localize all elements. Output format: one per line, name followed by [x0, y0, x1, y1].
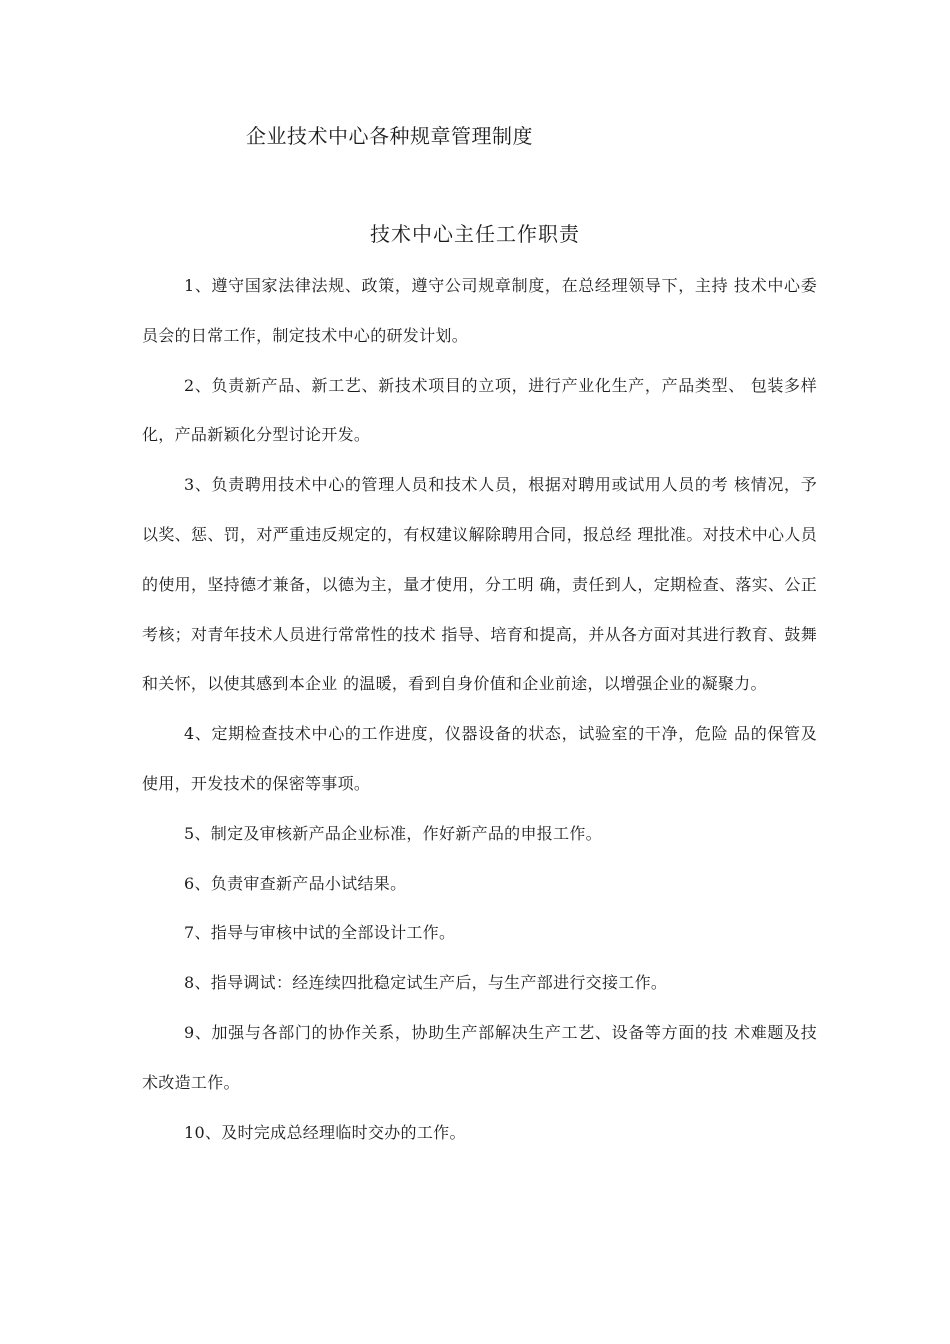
paragraph-8: 8、指导调试：经连续四批稳定试生产后，与生产部进行交接工作。 — [184, 973, 668, 993]
paragraph-10: 10、及时完成总经理临时交办的工作。 — [184, 1122, 466, 1142]
paragraph-1: 1、遵守国家法律法规、政策，遵守公司规章制度，在总经理领导下，主持 技术中心委员会的日常工作，制定技术中心的研发计划。 — [142, 276, 817, 345]
paragraph-5: 5、制定及审核新产品企业标准，作好新产品的申报工作。 — [184, 823, 602, 843]
document-body — [142, 261, 817, 1157]
paragraph-2: 2、负责新产品、新工艺、新技术项目的立项，进行产业化生产，产品类型、 包装多样化，产品新颖化分型讨论开发。 — [142, 375, 817, 445]
paragraph-4: 4、定期检查技术中心的工作进度，仪器设备的状态，试验室的干净，危险 品的保管及使用，开发技术的保密等事项。 — [142, 724, 817, 793]
paragraph-9: 9、加强与各部门的协作关系，协助生产部解决生产工艺、设备等方面的技 术难题及技术改造工作。 — [142, 1022, 817, 1092]
paragraph-6: 6、负责审查新产品小试结果。 — [184, 873, 407, 893]
paragraph-3: 3、负责聘用技术中心的管理人员和技术人员，根据对聘用或试用人员的考 核情况，予以奖、惩、罚，对严重违反规定的，有权建议解除聘用合同，报总经 理批准。对技术中心人员的使用，坚持德才兼备，以德为主，量才使用，分工明 确，责任到人，定期检查、落实、公正考核；对青年技术人员进行常常性的技术 指导、培育和提高，并从各方面对其进行教育、鼓舞和关怀，以使其感到本企业 的温暖，看到自身价值和企业前途，以增强企业的凝聚力。 — [142, 475, 817, 694]
section-title: 技术中心主任工作职责 — [370, 222, 580, 246]
paragraph-7: 7、指导与审核中试的全部设计工作。 — [184, 923, 456, 943]
document-title: 企业技术中心各种规章管理制度 — [246, 124, 533, 148]
